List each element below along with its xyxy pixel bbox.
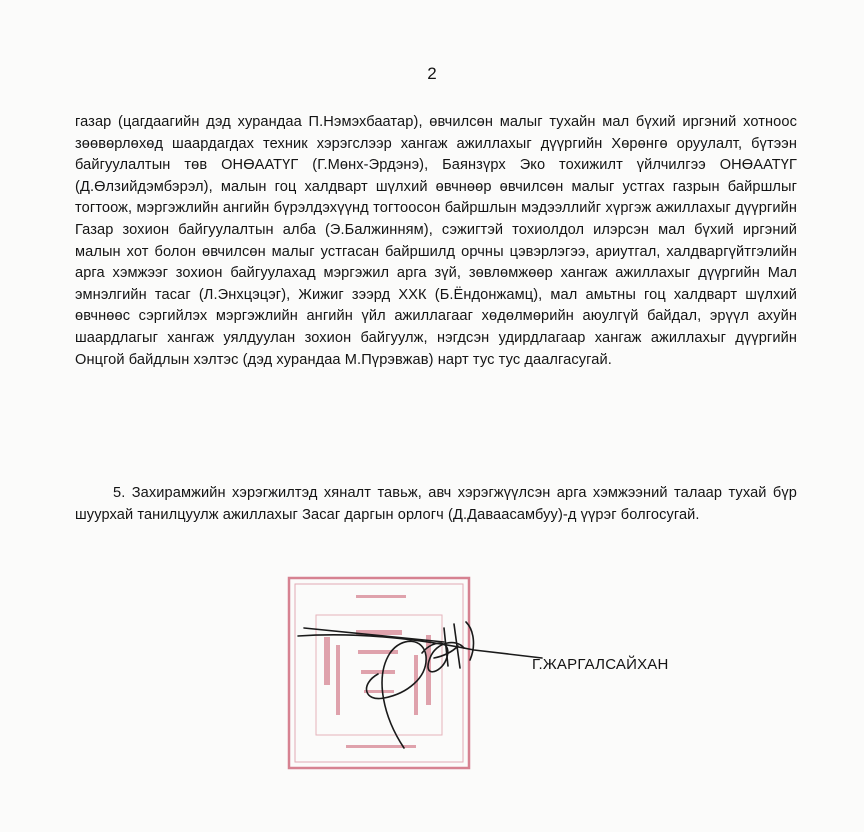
- signer-name: Г.ЖАРГАЛСАЙХАН: [532, 656, 669, 673]
- page-number: 2: [427, 64, 437, 83]
- paragraph-item-5: 5. Захирамжийн хэрэгжилтэд хяналт тавьж, авч хэрэгжүүлсэн арга хэмжээний талаар тухай бүр шуурхай танилцуулж ажиллахыг Засаг даргын орлогч (Д.Даваасамбуу)-д үүрэг болгосугай.: [75, 485, 797, 523]
- paragraph-assignments: газар (цагдаагийн дэд хурандаа П.Нэмэхбаатар), өвчилсөн малыг тухайн мал бүхий иргэний хотноос зөөвөрлөхөд шаардагдах техник хэрэгслээр хангаж ажиллахыг дүүргийн Хөрөнгө оруулалт, бүтээн байгуулалтын төв ОНӨААТҮГ (Г.Мөнх-Эрдэнэ), Баянзүрх Эко тохижилт үйлчилгээ ОНӨААТҮГ (Д.Өлзийдэмбэрэл), малын гоц халдварт шүлхий өвчнөөр өвчилсөн малыг устгах газрын байршлыг тогтоож, мэргэжлийн ангийн бүрэлдэхүүнд тогтоосон байршлын мэдээллийг хүргэж ажиллахыг дүүргийн Газар зохион байгуулалтын алба (Э.Балжинням), сэжигтэй тохиолдол илэрсэн мал бүхий иргэний малын хот болон өвчилсөн малыг устгасан байршилд орчны цэвэрлэгээ, ариутгал, халдваргүйтгэлийн арга хэмжээг зохион байгуулахад мэргэжил арга зүй, зөвлөмжөөр хангаж ажиллахыг дүүргийн Мал эмнэлгийн тасаг (Л.Энхцэцэг), Жижиг зээрд ХХК (Б.Ёндонжамц), мал амьтны гоц халдварт шүлхий өвчнөөс сэргийлэх мэргэжлийн ангийн үйл ажиллагааг хөдөлмөрийн аюулгүй байдал, эрүүл ахуйн шаардлагыг хангаж уялдуулан зохион байгуулж, нэгдсэн удирдлагаар хангаж ажиллахыг дүүргийн Онцгой байдлын хэлтэс (дэд хурандаа М.Пүрэвжав) нарт тус тус даалгасугай.: [75, 114, 797, 368]
- signature: [294, 598, 554, 758]
